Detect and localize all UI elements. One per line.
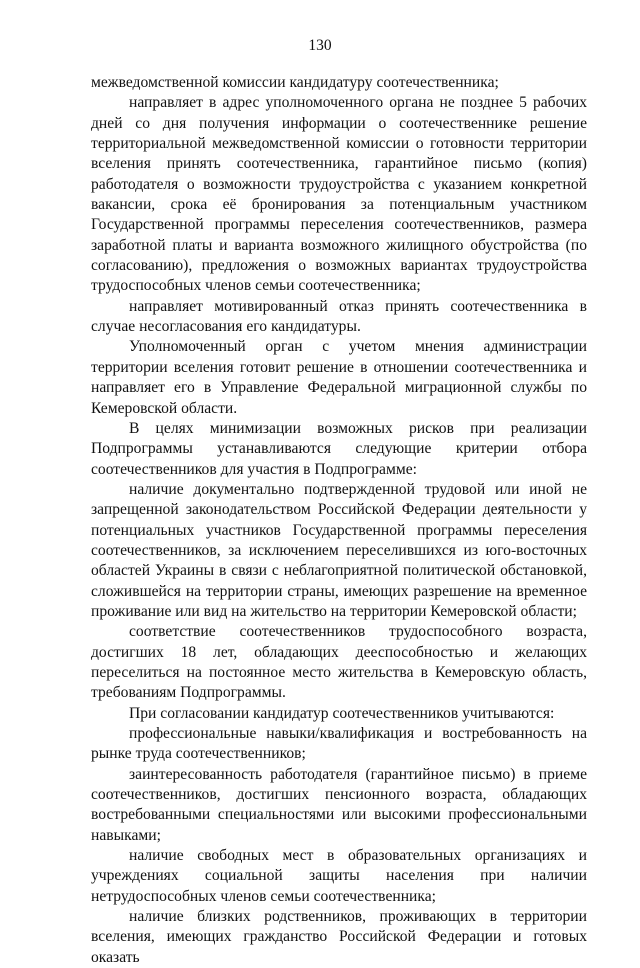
paragraph-refusal: направляет мотивированный отказ принять соотечественника в случае несогласования его кандидатуры. [91, 297, 587, 336]
page-number: 130 [308, 37, 332, 54]
paragraph-consideration-relatives: наличие близких родственников, проживающих в территории вселения, имеющих гражданство Российской Федерации и готовых оказать [91, 908, 587, 966]
paragraph-consideration-places: наличие свободных мест в образовательных организациях и учреждениях социальной защиты населения при наличии нетрудоспособных членов семьи соотечественника; [91, 847, 587, 905]
paragraph-continuation: межведомственной комиссии кандидатуру соотечественника; [91, 74, 499, 91]
paragraph-directs-decision: направляет в адрес уполномоченного органа не позднее 5 рабочих дней со дня получения информации о соотечественнике решение территориальной межведомственной комиссии о готовности территории вселения принять соотечественника, гарантийное письмо (копия) работодателя о возможности трудоустройства с указанием конкретной вакансии, срока её бронирования за потенциальным участником Государственной программы переселения соотечественников, размера заработной платы и варианта возможного жилищного обустройства (по согласованию), предложения о возможных вариантах трудоустройства трудоспособных членов семьи соотечественника; [91, 94, 587, 295]
paragraph-consideration-employer: заинтересованность работодателя (гарантийное письмо) в приеме соотечественников, достигших пенсионного возраста, обладающих востребованными специальностями или высокими профессиональными навыками; [91, 765, 587, 844]
paragraph-selection-criteria: В целях минимизации возможных рисков при реализации Подпрограммы устанавливаются следующие критерии отбора соотечественников для участия в Подпрограмме: [91, 419, 587, 478]
document-body [91, 73, 587, 968]
paragraph-consideration-skills: профессиональные навыки/квалификация и востребованность на рынке труда соотечественников; [91, 725, 587, 763]
paragraph-authorized-body: Уполномоченный орган с учетом мнения администрации территории вселения готовит решение в отношении соотечественника и направляет его в Управление Федеральной миграционной службы по Кемеровской области. [91, 338, 587, 417]
paragraph-criterion-age: соответствие соотечественников трудоспособного возраста, достигших 18 лет, обладающих дееспособностью и желающих переселиться на постоянное место жительства в Кемеровскую область, требованиям Подпрограммы. [91, 623, 587, 702]
paragraph-considerations: При согласовании кандидатур соотечественников учитываются: [129, 704, 555, 722]
paragraph-criterion-employment: наличие документально подтвержденной трудовой или иной не запрещенной законодательством Российской Федерации деятельности у потенциальных участников Государственной программы переселения соотечественников, за исключением переселившихся из юго-восточных областей Украины в связи с неблагоприятной политической обстановкой, сложившейся на территории страны, имеющих разрешение на временное проживание или вид на жительство на территории Кемеровской области; [91, 480, 587, 620]
